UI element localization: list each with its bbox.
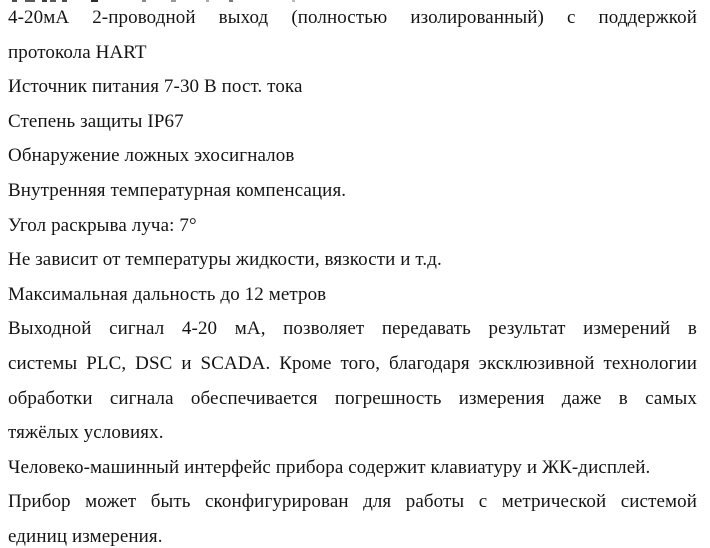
text-line: Внутренняя температурная компенсация. xyxy=(8,179,347,201)
text-line: тяжёлых условиях. xyxy=(8,422,164,444)
text-line: Прибор может быть сконфигурирован для работы с метрической системой xyxy=(8,491,697,513)
document-body xyxy=(8,1,697,548)
text-line: Максимальная дальность до 12 метров xyxy=(8,283,327,305)
text-line: Угол раскрыва луча: 7° xyxy=(8,214,197,236)
text-line: Степень защиты IP67 xyxy=(8,110,184,132)
text-line: Обнаружение ложных эхосигналов xyxy=(8,145,295,167)
text-line: Выходной сигнал 4-20 мА, позволяет передавать результат измерений в xyxy=(8,318,697,340)
text-line: единиц измерения. xyxy=(8,525,163,547)
text-line: обработки сигнала обеспечивается погрешность измерения даже в самых xyxy=(8,387,697,409)
text-line: 4-20мА 2-проводной выход (полностью изолированный) с поддержкой xyxy=(8,7,697,28)
text-line: Человеко-машинный интерфейс прибора содержит клавиатуру и ЖК-дисплей. xyxy=(8,456,651,478)
text-line: системы PLC, DSC и SCADA. Кроме того, благодаря эксклюзивной технологии xyxy=(8,352,697,374)
text-line: Источник питания 7-30 В пост. тока xyxy=(8,76,303,98)
text-line: протокола HART xyxy=(8,41,147,63)
text-line: Не зависит от температуры жидкости, вязкости и т.д. xyxy=(8,249,442,271)
